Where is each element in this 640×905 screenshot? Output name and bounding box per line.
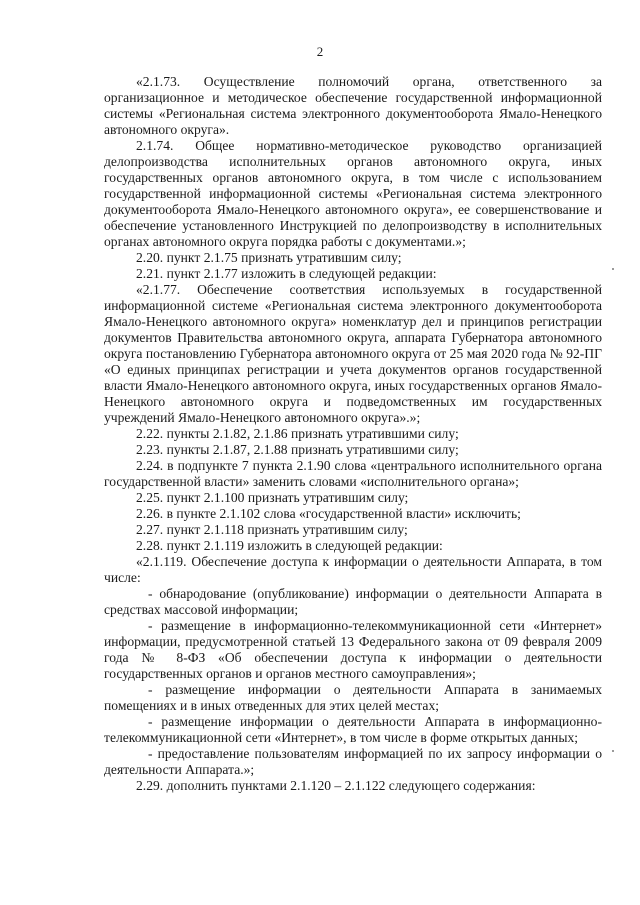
paragraph-2-23: 2.23. пункты 2.1.87, 2.1.88 признать утратившими силу; (136, 442, 459, 457)
paragraph-2-29: 2.29. дополнить пунктами 2.1.120 – 2.1.122 следующего содержания: (136, 778, 536, 793)
paragraph-2-1-119: «2.1.119. Обеспечение доступа к информации о деятельности Аппарата, в том числе: (104, 554, 602, 585)
paragraph-2-1-73: «2.1.73. Осуществление полномочий органа, ответственного за организационное и методическое обеспечение государственной информационной системы «Региональная система электронного документооборота Ямало-Ненецкого автономного округа». (104, 74, 602, 137)
paragraph-2-26: 2.26. в пункте 2.1.102 слова «государственной власти» исключить; (136, 506, 521, 521)
list-item-open-data: - размещение информации о деятельности Аппарата в информационно-телекоммуникационной сети «Интернет», в том числе в форме открытых данных; (104, 714, 602, 745)
list-item-publication: - обнародование (опубликование) информации о деятельности Аппарата в средствах массовой информации; (104, 586, 602, 617)
document-body (104, 74, 602, 794)
list-item-user-requests: - предоставление пользователям информацией по их запросу информации о деятельности Аппарата.»; (104, 746, 602, 777)
list-item-internet-placement: - размещение в информационно-телекоммуникационной сети «Интернет» информации, предусмотренной статьей 13 Федерального закона от 09 февраля 2009 года № 8-ФЗ «Об обеспечении доступа к информации о деятельности государственных органов и органов местного самоуправления»; (104, 618, 602, 681)
page-number: 2 (316, 44, 324, 59)
paragraph-2-24: 2.24. в подпункте 7 пункта 2.1.90 слова «центрального исполнительного органа государственной власти» заменить словами «исполнительного органа»; (104, 458, 602, 489)
paragraph-2-1-77: «2.1.77. Обеспечение соответствия используемых в государственной информационной системе «Региональная система электронного документооборота Ямало-Ненецкого автономного округа» номенклатур дел и принципов регистрации документов Правительства автономного округа, аппарата Губернатора автономного округа постановлению Губернатора автономного округа от 25 мая 2020 года № 92-ПГ «О единых принципах регистрации и учета документов органов государственной власти Ямало-Ненецкого автономного округа, иных государственных органов Ямало-Ненецкого автономного округа и подведомственных им государственных учреждений Ямало-Ненецкого автономного округа».»; (104, 282, 602, 425)
paragraph-2-27: 2.27. пункт 2.1.118 признать утратившим силу; (136, 522, 408, 537)
paragraph-2-21: 2.21. пункт 2.1.77 изложить в следующей редакции: (136, 266, 437, 281)
paragraph-2-22: 2.22. пункты 2.1.82, 2.1.86 признать утратившими силу; (136, 426, 459, 441)
scan-speck (612, 268, 614, 270)
paragraph-2-28: 2.28. пункт 2.1.119 изложить в следующей редакции: (136, 538, 443, 553)
list-item-premises-placement: - размещение информации о деятельности Аппарата в занимаемых помещениях и в иных отведенных для этих целей местах; (104, 682, 602, 713)
scan-speck (612, 750, 614, 752)
paragraph-2-20: 2.20. пункт 2.1.75 признать утратившим силу; (136, 250, 402, 265)
paragraph-2-25: 2.25. пункт 2.1.100 признать утратившим силу; (136, 490, 409, 505)
paragraph-2-1-74: 2.1.74. Общее нормативно-методическое руководство организацией делопроизводства исполнительных органов автономного округа, иных государственных органов автономного округа, в том числе с использованием государственной информационной системы «Региональная система электронного документооборота Ямало-Ненецкого автономного округа», ее совершенствование и обеспечение установленного Инструкцией по делопроизводству в исполнительных органах автономного округа порядка работы с документами.»; (104, 138, 602, 249)
